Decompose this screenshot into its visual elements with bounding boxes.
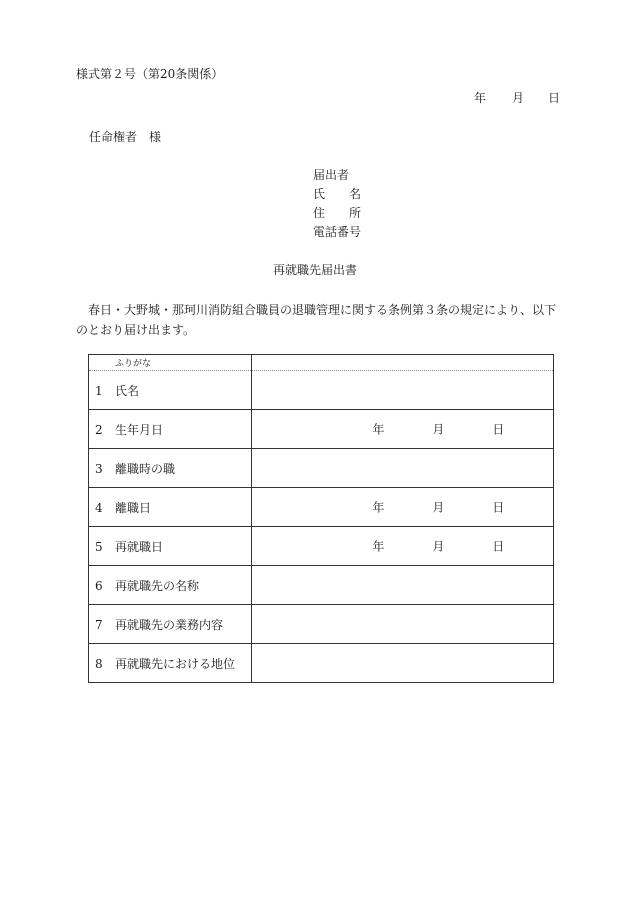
- table-row: [89, 566, 554, 605]
- position-at-retirement-field[interactable]: [252, 449, 554, 488]
- date-year: 年: [474, 91, 487, 105]
- row-number: 2: [95, 422, 103, 437]
- row-number: 5: [95, 539, 103, 554]
- row-label-business: [89, 605, 252, 644]
- row-label: 再就職先の業務内容: [115, 617, 224, 632]
- row-label: 生年月日: [115, 422, 164, 437]
- employer-name-field[interactable]: [252, 566, 554, 605]
- row-number: 7: [95, 617, 103, 632]
- day-unit: 日: [492, 539, 505, 554]
- document-title: 再就職先届出書: [272, 263, 357, 277]
- table-row: [89, 644, 554, 683]
- row-number: 1: [95, 383, 103, 398]
- table-row: [89, 410, 554, 449]
- table-row: [89, 488, 554, 527]
- submission-date: [474, 91, 560, 105]
- table-row: [89, 605, 554, 644]
- form-table: [88, 354, 554, 683]
- recipient: 任命権者 様: [89, 130, 162, 144]
- row-label-status: [89, 644, 252, 683]
- row-number: 3: [95, 461, 103, 476]
- row-number: 6: [95, 578, 103, 593]
- row-label: 再就職先の名称: [115, 578, 200, 593]
- notifier-address-label: 住 所: [313, 206, 362, 220]
- table-row: [89, 527, 554, 566]
- year-unit: 年: [372, 539, 385, 554]
- furigana-row: [89, 355, 554, 371]
- form-number: 様式第２号（第20条関係）: [76, 67, 224, 81]
- row-label: 氏名: [115, 383, 140, 398]
- row-label: 離職日: [115, 500, 152, 515]
- birthdate-field[interactable]: [252, 410, 554, 449]
- row-label-name: [89, 371, 252, 410]
- notifier-name-label: 氏 名: [313, 187, 362, 201]
- row-label-birthdate: [89, 410, 252, 449]
- table-row: [89, 449, 554, 488]
- month-unit: 月: [432, 539, 445, 554]
- row-label: 離職時の職: [115, 461, 176, 476]
- date-day: 日: [548, 91, 561, 105]
- row-label: 再就職先における地位: [115, 656, 236, 671]
- row-label: 再就職日: [115, 539, 164, 554]
- day-unit: 日: [492, 500, 505, 515]
- row-number: 4: [95, 500, 103, 515]
- year-unit: 年: [372, 500, 385, 515]
- month-unit: 月: [432, 500, 445, 515]
- month-unit: 月: [432, 422, 445, 437]
- body-text: 春日・大野城・那珂川消防組合職員の退職管理に関する条例第３条の規定により、以下のとおり届け出ます。: [76, 303, 557, 337]
- notifier-phone-label: 電話番号: [313, 225, 362, 239]
- employer-business-field[interactable]: [252, 605, 554, 644]
- retirement-date-field[interactable]: [252, 488, 554, 527]
- row-number: 8: [95, 656, 103, 671]
- reemployment-date-field[interactable]: [252, 527, 554, 566]
- row-label-position: [89, 449, 252, 488]
- row-label-employer-name: [89, 566, 252, 605]
- date-month: 月: [512, 91, 525, 105]
- furigana-label: ふりがな: [89, 355, 252, 371]
- name-field[interactable]: [252, 371, 554, 410]
- position-at-employer-field[interactable]: [252, 644, 554, 683]
- day-unit: 日: [492, 422, 505, 437]
- row-label-retirement-date: [89, 488, 252, 527]
- year-unit: 年: [372, 422, 385, 437]
- table-row: [89, 371, 554, 410]
- notifier-title: 届出者: [313, 168, 350, 182]
- row-label-reemployment-date: [89, 527, 252, 566]
- furigana-field[interactable]: [252, 355, 554, 371]
- notifier-block: [313, 166, 361, 242]
